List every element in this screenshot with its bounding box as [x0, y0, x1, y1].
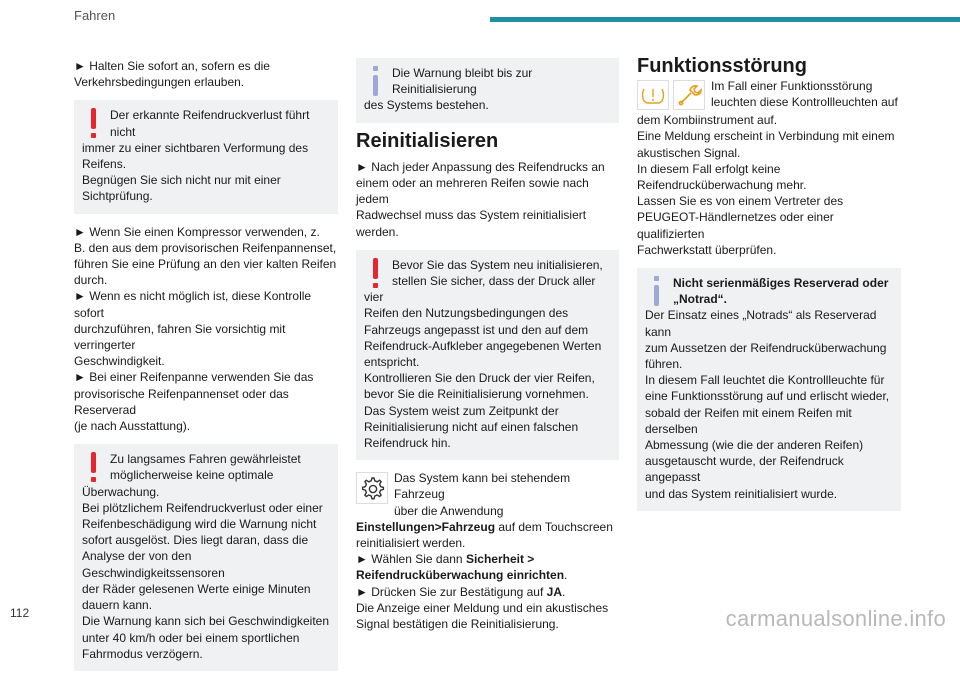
text-line: ► Wenn es nicht möglich ist, diese Kontrolle sofort	[74, 289, 312, 320]
text-line: Das System kann bei stehendem Fahrzeug	[394, 471, 571, 502]
text-line: führen Sie eine Prüfung an den vier kalten Reifen	[74, 257, 337, 272]
warning-line: Zu langsames Fahren gewährleistet	[110, 452, 301, 467]
text-line: Signal bestätigen die Reinitialisierung.	[356, 617, 559, 632]
gear-icon	[356, 472, 388, 504]
warning-line: entspricht.	[364, 355, 420, 370]
warning-lamp-icons	[637, 80, 705, 110]
warning-line: möglicherweise keine optimale	[110, 468, 274, 483]
warning-line: Das System weist zum Zeitpunkt der	[364, 403, 559, 418]
info-title: „Notrad“.	[673, 292, 727, 307]
text-line: PEUGEOT-Händlernetzes oder einer qualifizierten	[637, 210, 834, 241]
warning-line: Der erkannte Reifendruckverlust führt nicht	[110, 108, 310, 139]
text-line: provisorische Reifenpannenset oder das Reserverad	[74, 386, 289, 417]
warning-line: Reifendruck-Aufkleber angegebenen Werten	[364, 338, 602, 353]
text-span: .	[564, 568, 568, 583]
column-1	[74, 58, 338, 681]
menu-path: Reifendrucküberwachung einrichten	[356, 568, 565, 583]
text-line: In diesem Fall erfolgt keine	[637, 161, 781, 176]
info-icon	[370, 66, 382, 96]
text-line: Radwechsel muss das System reinitialisiert werden.	[356, 208, 587, 239]
text-line: Im Fall einer Funktionsstörung	[711, 79, 873, 94]
text-line: dem Kombiinstrument auf.	[637, 113, 778, 128]
touchscreen-instructions	[356, 470, 619, 632]
text-line: ► Wenn Sie einen Kompressor verwenden, z.	[74, 224, 320, 239]
info-line: zum Aussetzen der Reifendrucküberwachung	[645, 340, 887, 355]
info-line: ausgetauscht wurde, der Reifendruck angepasst	[645, 454, 844, 485]
watermark: carmanualsonline.info	[725, 606, 946, 631]
warning-box-1	[74, 100, 338, 213]
info-box-1	[356, 58, 619, 123]
column-2	[356, 58, 619, 632]
warning-line: Reifendruck hin.	[364, 436, 451, 451]
text-line	[356, 519, 619, 535]
warning-box-2	[74, 444, 338, 671]
warning-line: Begnügen Sie sich nicht nur mit einer	[82, 173, 281, 188]
warning-icon	[88, 452, 100, 482]
warning-line: Sichtprüfung.	[82, 189, 153, 204]
text-line: (je nach Ausstattung).	[74, 419, 191, 434]
menu-path: Sicherheit >	[465, 552, 535, 567]
column-3	[637, 55, 901, 521]
info-line: Die Warnung bleibt bis zur Reinitialisierung	[392, 66, 533, 97]
warning-line: Kontrollieren Sie den Druck der vier Reifen,	[364, 371, 595, 386]
text-line: Die Anzeige einer Meldung und ein akustisches	[356, 600, 609, 615]
instruction-stop: ► Halten Sie sofort an, sofern es die Verkehrsbedingungen erlauben.	[74, 59, 270, 90]
info-box-2	[637, 268, 901, 511]
text-line	[356, 567, 619, 583]
text-line: ► Nach jeder Anpassung des Reifendrucks an	[356, 159, 605, 174]
text-line: Lassen Sie es von einem Vertreter des	[637, 194, 844, 209]
info-line: Der Einsatz eines „Notrads“ als Reserverad kann	[645, 308, 877, 339]
text-line: Eine Meldung erscheint in Verbindung mit einem	[637, 129, 895, 144]
text-span: ► Drücken Sie zur Bestätigung auf	[356, 584, 547, 599]
text-line: akustischen Signal.	[637, 145, 741, 160]
text-line: leuchten diese Kontrollleuchten auf	[711, 95, 898, 110]
warning-line: bevor Sie die Reinitialisierung vornehmen.	[364, 387, 589, 402]
warning-line: unter 40 km/h oder bei einem sportlichen	[82, 630, 300, 645]
text-span: .	[561, 584, 566, 599]
text-line: durchzuführen, fahren Sie vorsichtig mit verringerter	[74, 321, 286, 353]
warning-icon	[370, 258, 382, 288]
info-line: des Systems bestehen.	[364, 98, 489, 113]
header-accent-bar	[490, 17, 960, 22]
text-line: Fachwerkstatt überprüfen.	[637, 242, 777, 257]
text-line: einem oder an mehreren Reifen sowie nach jedem	[356, 176, 589, 207]
section-header-title: Fahren	[74, 8, 116, 23]
warning-icon	[88, 108, 100, 138]
warning-line: Fahrmodus verzögern.	[82, 646, 203, 661]
warning-line: stellen Sie sicher, dass der Druck aller vier	[364, 274, 596, 305]
text-span: ► Wählen Sie dann	[356, 552, 466, 567]
instructions-compressor	[74, 224, 338, 435]
instruction-reinit	[356, 159, 619, 240]
warning-line: Analyse der von den Geschwindigkeitssensoren	[82, 549, 225, 580]
page-number: 112	[10, 606, 30, 620]
text-line: über die Anwendung	[394, 503, 504, 518]
warning-line: Bei plötzlichem Reifendruckverlust oder einer	[82, 500, 323, 515]
text-line: reinitialisiert werden.	[356, 536, 466, 551]
info-line: führen.	[645, 357, 683, 372]
text-span: auf dem Touchscreen	[495, 519, 613, 534]
text-line: durch.	[74, 273, 108, 288]
menu-path: JA	[546, 584, 562, 599]
warning-line: der Räder gelesenen Werte einige Minuten	[82, 581, 311, 596]
warning-line: sofort ausgelöst. Dies liegt daran, dass die	[82, 533, 309, 548]
text-line	[356, 551, 619, 567]
info-icon	[651, 276, 663, 306]
text-line: Geschwindigkeit.	[74, 354, 165, 369]
info-line: Abmessung (wie die der anderen Reifen)	[645, 438, 864, 453]
warning-line: Überwachung.	[82, 484, 160, 499]
warning-line: Fahrzeugs angepasst ist und den auf dem	[364, 322, 589, 337]
menu-path: Einstellungen>Fahrzeug	[356, 519, 496, 534]
tyre-pressure-warning-icon	[637, 80, 669, 110]
warning-line: dauern kann.	[82, 598, 153, 613]
warning-line: Reifens.	[82, 157, 127, 172]
warning-line: Reifen den Nutzungsbedingungen des	[364, 306, 569, 321]
text-line: ► Bei einer Reifenpanne verwenden Sie das	[74, 370, 314, 385]
section-title-reinit: Reinitialisieren	[356, 129, 499, 152]
warning-line: Reifenbeschädigung wird die Warnung nicht	[82, 517, 317, 532]
section-title-malfunction: Funktionsstörung	[637, 55, 807, 77]
warning-line: Bevor Sie das System neu initialisieren,	[392, 257, 603, 272]
text-line: Reifendrucküberwachung mehr.	[637, 178, 807, 193]
warning-line: Reinitialisierung nicht auf einen falschen	[364, 419, 579, 434]
warning-box-3	[356, 250, 619, 460]
warning-line: immer zu einer sichtbaren Verformung des	[82, 140, 309, 155]
info-line: eine Funktionsstörung auf und erlischt wieder,	[645, 389, 890, 404]
text-line: B. den aus dem provisorischen Reifenpannenset,	[74, 240, 337, 255]
info-title: Nicht serienmäßiges Reserverad oder	[673, 276, 889, 291]
wrench-service-icon	[673, 80, 705, 110]
info-line: In diesem Fall leuchtet die Kontrollleuchte für	[645, 373, 885, 388]
info-line: sobald der Reifen mit einem Reifen mit derselben	[645, 405, 852, 436]
text-line	[356, 584, 619, 600]
warning-line: Die Warnung kann sich bei Geschwindigkeiten	[82, 614, 330, 629]
info-line: und das System reinitialisiert wurde.	[645, 486, 838, 501]
malfunction-text	[637, 78, 901, 258]
